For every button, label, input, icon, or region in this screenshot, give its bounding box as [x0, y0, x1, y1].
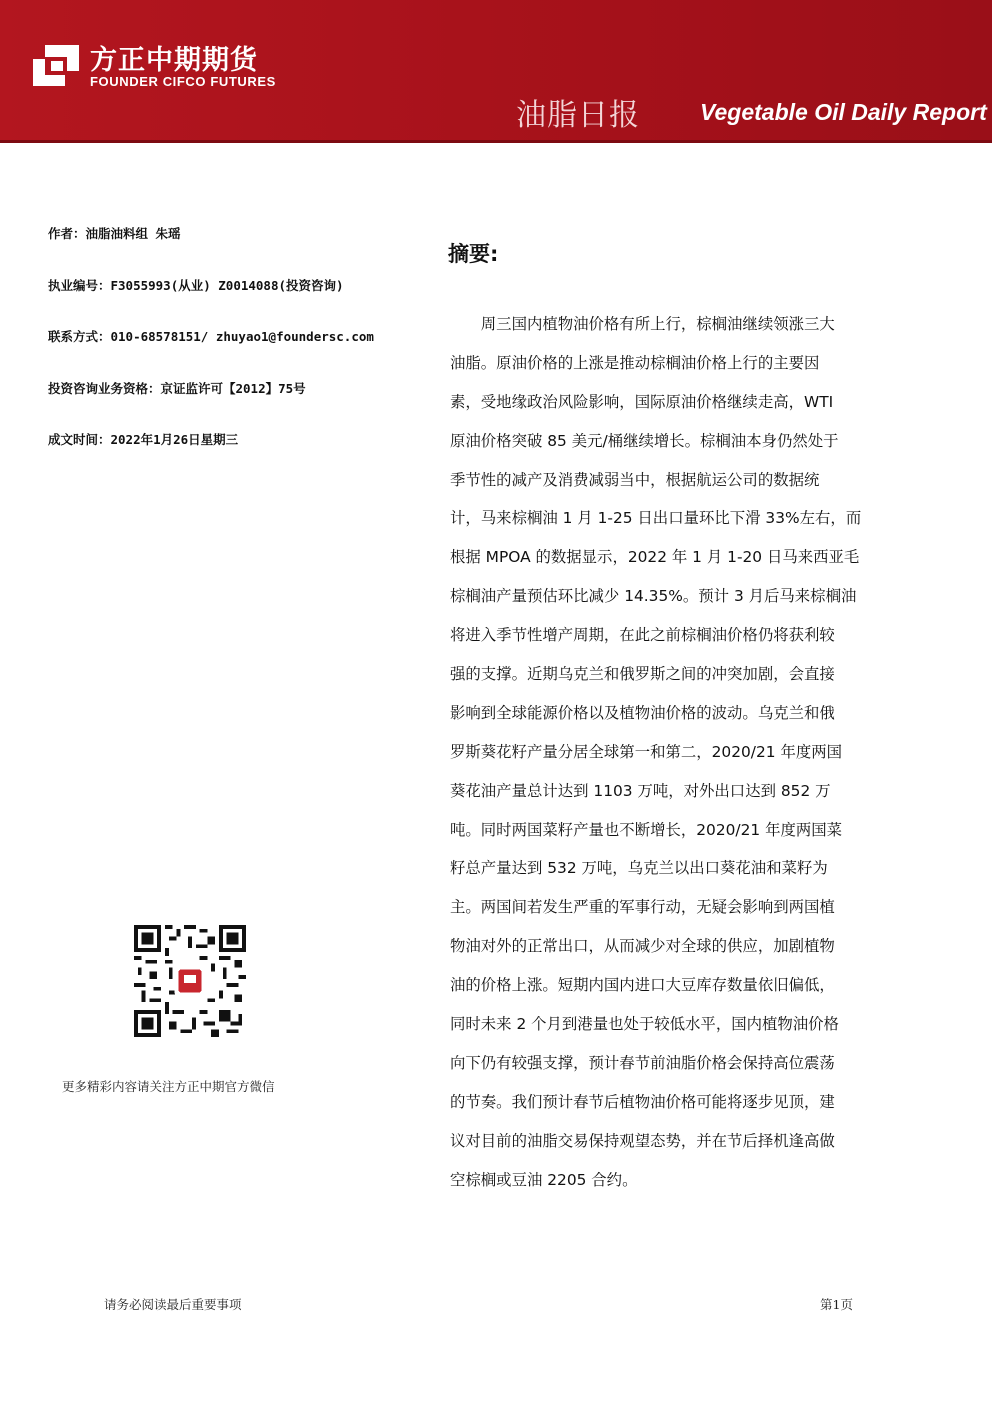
summary-line: 罗斯葵花籽产量分居全球第一和第二，2020/21 年度两国	[450, 742, 843, 761]
author-info	[48, 225, 418, 483]
summary-line: 素，受地缘政治风险影响，国际原油价格继续走高，WTI	[450, 392, 834, 411]
summary-line: 的节奏。我们预计春节后植物油价格可能将逐步见顶，建	[450, 1092, 835, 1111]
summary-line: 吨。同时两国菜籽产量也不断增长，2020/21 年度两国菜	[450, 820, 843, 839]
summary-line: 空棕榈或豆油 2205 合约。	[450, 1170, 638, 1189]
footer-notice: 请务必阅读最后重要事项	[104, 1297, 242, 1312]
summary-line: 物油对外的正常出口，从而减少对全球的供应，加剧植物	[450, 937, 835, 956]
summary-line: 同时未来 2 个月到港量也处于较低水平，国内植物油价格	[450, 1015, 839, 1034]
company-name-en: FOUNDER CIFCO FUTURES	[90, 74, 276, 89]
summary-heading: 摘要:	[448, 242, 499, 266]
contact-info: 联系方式：010-68578151/ zhuyao1@foundersc.com	[48, 329, 374, 344]
summary-line: 籽总产量达到 532 万吨，乌克兰以出口葵花油和菜籽为	[450, 859, 828, 878]
summary-line: 向下仍有较强支撑，预计春节前油脂价格会保持高位震荡	[450, 1053, 835, 1072]
summary-body	[450, 305, 913, 1199]
author: 作者：油脂油料组 朱瑶	[48, 226, 181, 241]
wechat-qr-code-icon[interactable]	[134, 925, 246, 1037]
summary-line: 影响到全球能源价格以及植物油价格的波动。乌克兰和俄	[450, 703, 835, 722]
summary-line: 油脂。原油价格的上涨是推动棕榈油价格上行的主要因	[450, 353, 820, 372]
summary-line: 强的支撑。近期乌克兰和俄罗斯之间的冲突加剧，会直接	[450, 665, 835, 684]
summary-line: 根据 MPOA 的数据显示，2022 年 1 月 1-20 日马来西亚毛	[450, 548, 860, 567]
license-number: 执业编号：F3055993(从业) Z0014088(投资咨询)	[48, 277, 344, 293]
company-name-cn: 方正中期期货	[90, 45, 258, 76]
founder-logo-icon	[31, 43, 81, 88]
qr-caption: 更多精彩内容请关注方正中期官方微信	[62, 1079, 275, 1094]
qualification: 投资咨询业务资格：京证监许可【2012】75号	[48, 380, 306, 396]
summary-line: 计，马来棕榈油 1 月 1-25 日出口量环比下滑 33%左右，而	[450, 509, 862, 528]
summary-line: 油的价格上涨。短期内国内进口大豆库存数量依旧偏低，	[450, 976, 835, 995]
report-date: 成文时间：2022年1月26日星期三	[48, 432, 239, 447]
summary-line: 周三国内植物油价格有所上行，棕榈油继续领涨三大	[450, 315, 835, 333]
summary-line: 葵花油产量总计达到 1103 万吨，对外出口达到 852 万	[450, 781, 831, 800]
header-divider	[0, 140, 992, 143]
summary-line: 原油价格突破 85 美元/桶继续增长。棕榈油本身仍然处于	[450, 431, 839, 450]
summary-line: 主。两国间若发生严重的军事行动，无疑会影响到两国植	[450, 898, 835, 917]
summary-line: 议对目前的油脂交易保持观望态势，并在节后择机逢高做	[450, 1131, 835, 1150]
report-title-en: Vegetable Oil Daily Report	[700, 99, 987, 125]
report-title-cn: 油脂日报	[516, 98, 640, 133]
summary-line: 将进入季节性增产周期，在此之前棕榈油价格仍将获利较	[450, 626, 835, 645]
summary-line: 棕榈油产量预估环比减少 14.35%。预计 3 月后马来棕榈油	[450, 587, 857, 606]
summary-line: 季节性的减产及消费减弱当中，根据航运公司的数据统	[450, 470, 820, 489]
page-number: 第1页	[820, 1297, 853, 1312]
